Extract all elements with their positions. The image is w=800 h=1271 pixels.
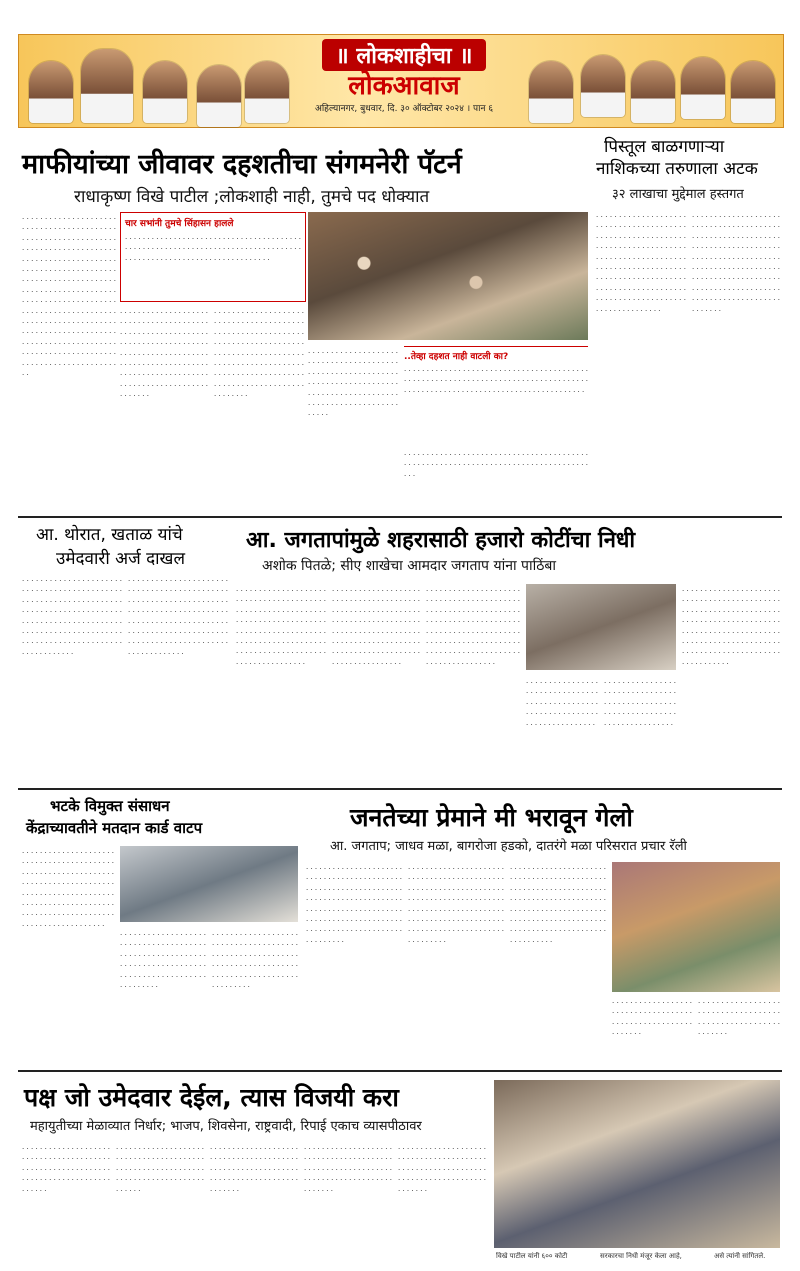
dateline: अहिल्यानगर, बुधवार, दि. ३० ऑक्टोबर २०२४ । पान ६ [314,104,494,114]
rally-photo [308,212,588,340]
box-text: . . . . . . . . . . . . . . . . . . . . . . . . . . . . . . . . . . . . . . . . . . . . . . . . . . . . . . . . . . . . . . . . . . . . . . . . . . . . . . . . . . . . . . . . . . . . . . . . . . . . . . . . . . . . . . . . . [125,233,301,262]
article2-headline: नाशिकच्या तरुणाला अटक [596,159,758,179]
article7-text: . . . . . . . . . . . . . . . . . . . . . . . . . . . . . . . . . . . . . . . . . . . . . . . . . . . . . . . . . . . . . . . . . . . . . . . . . . . . . . . . . . . . . . . [304,1143,392,1193]
article4-text: . . . . . . . . . . . . . . . . . . . . . . . . . . . . . . . . . . . . . . . . . . . . . . . . . . . . . . . . . . . . . . . . . . . . . . . . . . . . . . . . [604,677,676,727]
article4-text: . . . . . . . . . . . . . . . . . . . . . . . . . . . . . . . . . . . . . . . . . . . . . . . . . . . . . . . . . . . . . . . . . . . . . . . . . . . . . . . . . . . . . . . . . . . . . . . . . . . . . . . . . . . . . . . . . . . . . . . . . . . . . . . . . . . . . . . . . . . . . . . . . . . . . . . . . . . . [236,585,326,666]
article7-text: . . . . . . . . . . . . . . . . . . . . . . . . . . . . . . . . . . . . . . . . . . . . . . . . . . . . . . . . . . . . . . . . . . . . . . . . . . . . . . . . . . . . . . [116,1143,204,1193]
leader-portrait [245,61,289,123]
meeting-photo [526,584,676,670]
article7-text: . . . . . . . . . . . . . . . . . . . . . . . . . . . . . . . . . . . . . . . . . . . . . . . . . . . . . . . . . . . . . . . . . . . . . . . . . . . . . . . . . . . . . . [22,1143,110,1193]
article2-headline: पिस्तूल बाळगणाऱ्या [604,137,725,157]
article1-subhead: राधाकृष्ण विखे पाटील ;लोकशाही नाही, तुमचे पद धोक्यात [74,187,430,207]
article3-headline: उमेदवारी अर्ज दाखल [56,549,185,569]
rally-photo [612,862,780,992]
article3-headline: आ. थोरात, खताळ यांचे [36,525,183,545]
article5-headline: केंद्राच्यावतीने मतदान कार्ड वाटप [26,819,203,837]
article6-headline: जनतेच्या प्रेमाने मी भरावून गेलो [350,803,633,832]
article1-text: . . . . . . . . . . . . . . . . . . . . . . . . . . . . . . . . . . . . . . . . . . . . . . . . . . . . . . . . . . . . . . . . . . . . . . . . . . . . . . . . . . . . . . . . . . . . . . . . . . . . . . . . . . . . . . . . . . . . . . . . . . . . . . . . . . . . . . . . . . . . . . . . . . . . . . . . . . . . . . . . . . . . . . . . [214,307,304,399]
leader-portrait [581,55,625,117]
divider [18,1070,782,1072]
leader-portrait [631,61,675,123]
article6-text: . . . . . . . . . . . . . . . . . . . . . . . . . . . . . . . . . . . . . . . . . . . . . . . . . . . . . . . . . . . . . . . . . . . . . . . . . . . . . . . . . . . . . . . . . . . . . . . . . . . . . . . . . . . . . . . . . . . . . . . . . . . . . . . . . . . . . . . . . . . . . . . . . . . . . . . . . . . . . . . . . . . [306,863,402,944]
article1-box [120,212,306,302]
leader-portrait [731,61,775,123]
article4-subhead: अशोक पितळे; सीए शाखेचा आमदार जगताप यांना पाठिंबा [262,558,556,574]
article3-text: . . . . . . . . . . . . . . . . . . . . . . . . . . . . . . . . . . . . . . . . . . . . . . . . . . . . . . . . . . . . . . . . . . . . . . . . . . . . . . . . . . . . . . . . . . . . . . . . . . . . . . . . . . . . . . . . . . . . . . . . . . . . . . . . . . . . . . . . . . . . . . . . . . . . . . . . . . . . . . . . . . . . . . . [128,575,228,656]
article1-text: . . . . . . . . . . . . . . . . . . . . . . . . . . . . . . . . . . . . . . . . . . . . . . . . . . . . . . . . . . . . . . . . . . . . . . . . . . . . . . . . . . . . . . . . . . . . . . . . . . . . . . . . . . . . . . . . . . . . . . . . . . . . . [308,347,398,418]
leader-portrait [143,61,187,123]
article2-subhead: ३२ लाखाचा मुद्देमाल हस्तगत [612,187,744,202]
divider [18,788,782,790]
photo-caption: सरकारचा निधी मंजूर केला आहे, [600,1252,682,1260]
article1-text: . . . . . . . . . . . . . . . . . . . . . . . . . . . . . . . . . . . . . . . . . . . . . . . . . . . . . . . . . . . . . . . . . . . . . . . . . . . . . . . . . . . . . . . . . . . . . . . . . . . . . . . . . . . . . . . . . . . . . . . . . . . . . . . . . . . . . . . . . . . . . . . . . . . . . . . . . . . . . . . . . . . . . . . . . . . . . . . . . . . . . . . . . . . . . . . . . . . . . . . . . . . . . . . . . . . . . . . . . . . . . . . . . . . . . . . . . . . . . . . . . . . . . . . . . . . . . . . . . . . . . . . . . . . . . . . . . . . . . . . . . . . . . . . . . . . . . . . . . . . . . . . . . . . . . . . . . . . . . [22,213,116,378]
article6-subhead: आ. जगताप; जाधव मळा, बागरोजा हडको, दातरंगे मळा परिसरात प्रचार रॅली [330,839,687,854]
title-logo: लोकआवाज [348,71,460,101]
article1-text: . . . . . . . . . . . . . . . . . . . . . . . . . . . . . . . . . . . . . . . . . . . . . . . . . . . . . . . . . . . . . . . . . . . . . . . . . . . . . . . . . . . . . [404,449,588,478]
article2-text: . . . . . . . . . . . . . . . . . . . . . . . . . . . . . . . . . . . . . . . . . . . . . . . . . . . . . . . . . . . . . . . . . . . . . . . . . . . . . . . . . . . . . . . . . . . . . . . . . . . . . . . . . . . . . . . . . . . . . . . . . . . . . . . . . . . . . . . . . . . . . . . . . . . . . . . . . . . . . . . . . . . . . . . . . . . . . . . . . . . . . . . . . . . [692,211,780,313]
photo-caption: विखे पाटील यांनी ६०० कोटी [496,1252,568,1260]
article4-text: . . . . . . . . . . . . . . . . . . . . . . . . . . . . . . . . . . . . . . . . . . . . . . . . . . . . . . . . . . . . . . . . . . . . . . . . . . . . . . . . . . . . . . . . . . . . . . . . . . . . . . . . . . . . . . . . . . . . . . . . . . . . . . . . . . . . . . . . . . . . . . . . . . . . . . . . . . . . [332,585,420,666]
photo-caption: असे त्यांनी सांगितले. [714,1252,766,1260]
article5-text: . . . . . . . . . . . . . . . . . . . . . . . . . . . . . . . . . . . . . . . . . . . . . . . . . . . . . . . . . . . . . . . . . . . . . . . . . . . . . . . . . . . . . . . . . . . . . . . . . . . . . . . . . . . . . . . . . . . . . . . . . . . . . . . . . . . . . . . . . . . . . . . . . . . . . . . . . . . . . . . . . . . . . . [22,847,114,928]
divider [18,516,782,518]
article1-headline: माफीयांच्या जीवावर दहशतीचा संगमनेरी पॅटर्न [22,149,462,180]
article5-headline: भटके विमुक्त संसाधन [50,797,170,815]
article2-text: . . . . . . . . . . . . . . . . . . . . . . . . . . . . . . . . . . . . . . . . . . . . . . . . . . . . . . . . . . . . . . . . . . . . . . . . . . . . . . . . . . . . . . . . . . . . . . . . . . . . . . . . . . . . . . . . . . . . . . . . . . . . . . . . . . . . . . . . . . . . . . . . . . . . . . . . . . . . . . . . . . . . . . . . . . . . . . . . . . . . . . . . . . . . . . . . . . . [596,211,686,313]
article6-text: . . . . . . . . . . . . . . . . . . . . . . . . . . . . . . . . . . . . . . . . . . . . . . . . . . . . . . . . . . . . . . . . . . . . . . . . . . . . . . . . . . . . . . . . . . . . . . . . . . . . . . . . . . . . . . . . . . . . . . . . . . . . . . . . . . . . . . . . . . . . . . . . . . . . . . . . . . . . . . . . . . . . [510,863,606,944]
title-banner: ॥ लोकशाहीचा ॥ [322,39,487,71]
article7-text: . . . . . . . . . . . . . . . . . . . . . . . . . . . . . . . . . . . . . . . . . . . . . . . . . . . . . . . . . . . . . . . . . . . . . . . . . . . . . . . . . . . . . . . [398,1143,486,1193]
leader-portrait [197,65,241,127]
article4-text: . . . . . . . . . . . . . . . . . . . . . . . . . . . . . . . . . . . . . . . . . . . . . . . . . . . . . . . . . . . . . . . . . . . . . . . . . . . . . . . . [526,677,598,727]
inset-text: . . . . . . . . . . . . . . . . . . . . . . . . . . . . . . . . . . . . . . . . . . . . . . . . . . . . . . . . . . . . . . . . . . . . . . . . . . . . . . . . . . . . . . . . . . . . . . . . . . . . . . . . . . . . . . . . . . . . . . . . . . . [404,365,588,394]
leader-portrait [81,49,133,123]
article4-text: . . . . . . . . . . . . . . . . . . . . . . . . . . . . . . . . . . . . . . . . . . . . . . . . . . . . . . . . . . . . . . . . . . . . . . . . . . . . . . . . . . . . . . . . . . . . . . . . . . . . . . . . . . . . . . . . . . . . . . . . . . . . . . . . . . . . . . . . . . . . . . . . . . . . . . . . . . . . . . . . . . . . . [682,585,780,666]
inset-box [404,346,588,443]
inset-title: ..तेव्हा दहशत नाही वाटली का? [404,352,509,362]
article7-subhead: महायुतीच्या मेळाव्यात निर्धार; भाजप, शिवसेना, राष्ट्रवादी, रिपाई एकाच व्यासपीठावर [30,1119,422,1134]
article4-headline: आ. जगतापांमुळे शहरासाठी हजारो कोटींचा निधी [246,528,636,553]
article7-headline: पक्ष जो उमेदवार देईल, त्यास विजयी करा [24,1083,399,1112]
article4-text: . . . . . . . . . . . . . . . . . . . . . . . . . . . . . . . . . . . . . . . . . . . . . . . . . . . . . . . . . . . . . . . . . . . . . . . . . . . . . . . . . . . . . . . . . . . . . . . . . . . . . . . . . . . . . . . . . . . . . . . . . . . . . . . . . . . . . . . . . . . . . . . . . . . . . . . . . . . . . . . . . . . [426,585,520,666]
meeting-photo [494,1080,780,1248]
leader-portrait [29,61,73,123]
article7-text: . . . . . . . . . . . . . . . . . . . . . . . . . . . . . . . . . . . . . . . . . . . . . . . . . . . . . . . . . . . . . . . . . . . . . . . . . . . . . . . . . . . . . . . [210,1143,298,1193]
article6-text: . . . . . . . . . . . . . . . . . . . . . . . . . . . . . . . . . . . . . . . . . . . . . . . . . . . . . . . . . . . . . [698,997,780,1037]
box-title: चार सभांनी तुमचे सिंहासन हालले [125,219,234,229]
article5-text: . . . . . . . . . . . . . . . . . . . . . . . . . . . . . . . . . . . . . . . . . . . . . . . . . . . . . . . . . . . . . . . . . . . . . . . . . . . . . . . . . . . . . . . . . . . . . . . . . . . . . . . . [212,929,298,990]
article3-text: . . . . . . . . . . . . . . . . . . . . . . . . . . . . . . . . . . . . . . . . . . . . . . . . . . . . . . . . . . . . . . . . . . . . . . . . . . . . . . . . . . . . . . . . . . . . . . . . . . . . . . . . . . . . . . . . . . . . . . . . . . . . . . . . . . . . . . . . . . . . . . . . . . . . . . . . . . . . . . . . . . . . . . [22,575,122,656]
newspaper-title [289,35,519,114]
article6-text: . . . . . . . . . . . . . . . . . . . . . . . . . . . . . . . . . . . . . . . . . . . . . . . . . . . . . . . . . . . . . [612,997,692,1037]
article6-text: . . . . . . . . . . . . . . . . . . . . . . . . . . . . . . . . . . . . . . . . . . . . . . . . . . . . . . . . . . . . . . . . . . . . . . . . . . . . . . . . . . . . . . . . . . . . . . . . . . . . . . . . . . . . . . . . . . . . . . . . . . . . . . . . . . . . . . . . . . . . . . . . . . . . . . . . . . . . . . . . . . . [408,863,504,944]
article5-text: . . . . . . . . . . . . . . . . . . . . . . . . . . . . . . . . . . . . . . . . . . . . . . . . . . . . . . . . . . . . . . . . . . . . . . . . . . . . . . . . . . . . . . . . . . . . . . . . . . . . . . . . [120,929,206,990]
masthead [18,34,784,128]
leader-portrait [681,57,725,119]
article1-text: . . . . . . . . . . . . . . . . . . . . . . . . . . . . . . . . . . . . . . . . . . . . . . . . . . . . . . . . . . . . . . . . . . . . . . . . . . . . . . . . . . . . . . . . . . . . . . . . . . . . . . . . . . . . . . . . . . . . . . . . . . . . . . . . . . . . . . . . . . . . . . . . . . . . . . . . . . . . . . . . . . . . . . . [120,307,208,399]
event-photo [120,846,298,922]
leader-portrait [529,61,573,123]
